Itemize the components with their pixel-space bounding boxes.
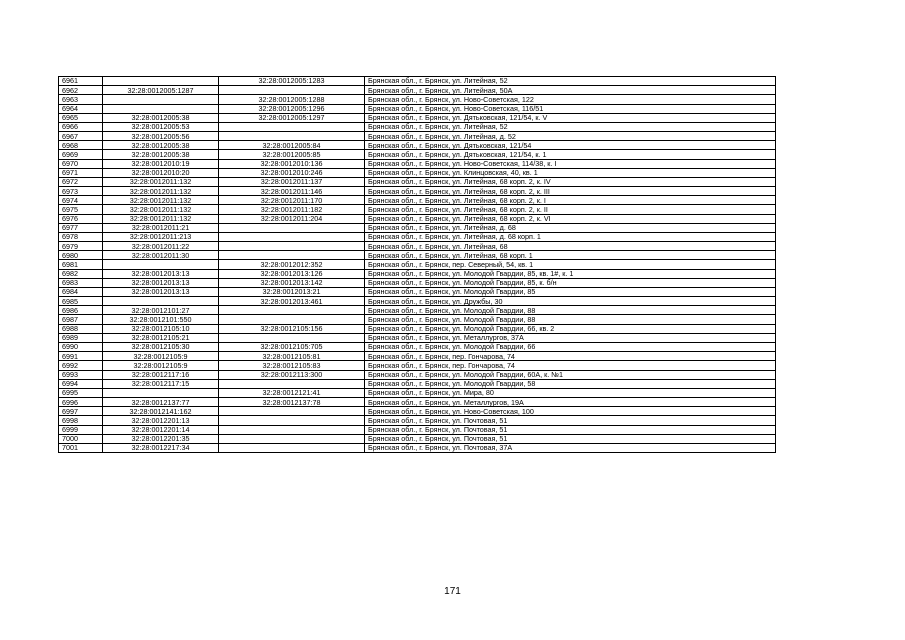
row-number-cell: 6964 <box>59 104 103 113</box>
cadastral-number-object-cell <box>219 242 365 251</box>
address-cell: Брянская обл., г. Брянск, ул. Литейная, 68 корп. 2, к. I <box>365 196 776 205</box>
table-row <box>59 242 776 251</box>
cadastral-number-cell: 32:28:0012005:56 <box>103 132 219 141</box>
table-row <box>59 223 776 232</box>
row-number-cell: 6999 <box>59 425 103 434</box>
cadastral-number-object-cell <box>219 315 365 324</box>
address-cell: Брянская обл., г. Брянск, ул. Ново-Советская, 116/51 <box>365 104 776 113</box>
cadastral-number-cell: 32:28:0012011:132 <box>103 205 219 214</box>
cadastral-number-cell: 32:28:0012005:53 <box>103 122 219 131</box>
address-cell: Брянская обл., г. Брянск, ул. Дятьковская, 121/54, к. V <box>365 113 776 122</box>
cadastral-number-cell: 32:28:0012105:9 <box>103 361 219 370</box>
cadastral-number-object-cell: 32:28:0012113:300 <box>219 370 365 379</box>
cadastral-number-object-cell <box>219 232 365 241</box>
cadastral-number-cell: 32:28:0012105:10 <box>103 324 219 333</box>
cadastral-number-object-cell: 32:28:0012011:182 <box>219 205 365 214</box>
row-number-cell: 6998 <box>59 416 103 425</box>
row-number-cell: 6978 <box>59 232 103 241</box>
table-row <box>59 315 776 324</box>
cadastral-number-object-cell: 32:28:0012105:705 <box>219 342 365 351</box>
cadastral-number-cell: 32:28:0012011:132 <box>103 214 219 223</box>
row-number-cell: 6987 <box>59 315 103 324</box>
row-number-cell: 6965 <box>59 113 103 122</box>
cadastral-number-cell: 32:28:0012117:16 <box>103 370 219 379</box>
table-row <box>59 214 776 223</box>
row-number-cell: 6992 <box>59 361 103 370</box>
table-row <box>59 361 776 370</box>
address-cell: Брянская обл., г. Брянск, ул. Литейная, д. 68 корп. 1 <box>365 232 776 241</box>
table-row <box>59 113 776 122</box>
table-row <box>59 388 776 397</box>
address-cell: Брянская обл., г. Брянск, ул. Литейная, 68 корп. 2, к. II <box>365 205 776 214</box>
cadastral-number-cell: 32:28:0012011:132 <box>103 187 219 196</box>
address-cell: Брянская обл., г. Брянск, ул. Литейная, 68 корп. 2, к. VI <box>365 214 776 223</box>
cadastral-number-object-cell: 32:28:0012121:41 <box>219 388 365 397</box>
row-number-cell: 6989 <box>59 333 103 342</box>
cadastral-number-object-cell: 32:28:0012005:85 <box>219 150 365 159</box>
cadastral-number-cell <box>103 95 219 104</box>
row-number-cell: 6994 <box>59 379 103 388</box>
cadastral-number-cell: 32:28:0012005:38 <box>103 113 219 122</box>
cadastral-table-body <box>59 77 776 453</box>
address-cell: Брянская обл., г. Брянск, пер. Гончарова, 74 <box>365 361 776 370</box>
cadastral-number-object-cell: 32:28:0012005:1297 <box>219 113 365 122</box>
cadastral-number-object-cell <box>219 434 365 443</box>
table-row <box>59 187 776 196</box>
table-row <box>59 379 776 388</box>
address-cell: Брянская обл., г. Брянск, ул. Молодой Гвардии, 58 <box>365 379 776 388</box>
cadastral-number-cell <box>103 297 219 306</box>
address-cell: Брянская обл., г. Брянск, ул. Литейная, 68 корп. 2, к. IV <box>365 177 776 186</box>
address-cell: Брянская обл., г. Брянск, ул. Молодой Гвардии, 85 <box>365 287 776 296</box>
table-row <box>59 434 776 443</box>
cadastral-number-cell: 32:28:0012011:213 <box>103 232 219 241</box>
row-number-cell: 7000 <box>59 434 103 443</box>
table-row <box>59 269 776 278</box>
cadastral-number-cell: 32:28:0012005:38 <box>103 141 219 150</box>
table-row <box>59 306 776 315</box>
table-row <box>59 278 776 287</box>
cadastral-number-cell: 32:28:0012005:38 <box>103 150 219 159</box>
address-cell: Брянская обл., г. Брянск, ул. Литейная, 52 <box>365 122 776 131</box>
cadastral-number-cell <box>103 388 219 397</box>
cadastral-number-object-cell: 32:28:0012105:83 <box>219 361 365 370</box>
cadastral-number-cell <box>103 260 219 269</box>
row-number-cell: 6986 <box>59 306 103 315</box>
row-number-cell: 6970 <box>59 159 103 168</box>
cadastral-number-object-cell: 32:28:0012005:1288 <box>219 95 365 104</box>
address-cell: Брянская обл., г. Брянск, ул. Молодой Гвардии, 88 <box>365 315 776 324</box>
row-number-cell: 6982 <box>59 269 103 278</box>
table-row <box>59 370 776 379</box>
cadastral-number-object-cell: 32:28:0012010:246 <box>219 168 365 177</box>
cadastral-number-object-cell <box>219 223 365 232</box>
cadastral-number-object-cell <box>219 333 365 342</box>
cadastral-number-cell: 32:28:0012013:13 <box>103 287 219 296</box>
cadastral-number-cell: 32:28:0012011:30 <box>103 251 219 260</box>
cadastral-number-object-cell: 32:28:0012013:461 <box>219 297 365 306</box>
row-number-cell: 6988 <box>59 324 103 333</box>
table-row <box>59 398 776 407</box>
table-row <box>59 177 776 186</box>
table-row <box>59 141 776 150</box>
address-cell: Брянская обл., г. Брянск, ул. Молодой Гвардии, 85, кв. 1#, к. 1 <box>365 269 776 278</box>
row-number-cell: 6976 <box>59 214 103 223</box>
cadastral-number-cell: 32:28:0012013:13 <box>103 269 219 278</box>
cadastral-number-object-cell: 32:28:0012105:156 <box>219 324 365 333</box>
cadastral-table <box>58 76 776 453</box>
table-row <box>59 150 776 159</box>
table-row <box>59 287 776 296</box>
table-row <box>59 407 776 416</box>
row-number-cell: 6984 <box>59 287 103 296</box>
address-cell: Брянская обл., г. Брянск, ул. Почтовая, 51 <box>365 425 776 434</box>
cadastral-number-object-cell <box>219 306 365 315</box>
cadastral-number-object-cell: 32:28:0012137:78 <box>219 398 365 407</box>
cadastral-number-object-cell: 32:28:0012011:137 <box>219 177 365 186</box>
row-number-cell: 6979 <box>59 242 103 251</box>
cadastral-number-cell: 32:28:0012137:77 <box>103 398 219 407</box>
cadastral-number-object-cell <box>219 251 365 260</box>
cadastral-number-cell <box>103 77 219 86</box>
address-cell: Брянская обл., г. Брянск, ул. Почтовая, 51 <box>365 416 776 425</box>
address-cell: Брянская обл., г. Брянск, ул. Мира, 80 <box>365 388 776 397</box>
cadastral-number-object-cell: 32:28:0012005:1283 <box>219 77 365 86</box>
address-cell: Брянская обл., г. Брянск, ул. Литейная, 52 <box>365 77 776 86</box>
table-row <box>59 416 776 425</box>
cadastral-number-cell: 32:28:0012005:1287 <box>103 86 219 95</box>
table-row <box>59 425 776 434</box>
table-row <box>59 95 776 104</box>
cadastral-number-object-cell: 32:28:0012011:146 <box>219 187 365 196</box>
address-cell: Брянская обл., г. Брянск, пер. Гончарова, 74 <box>365 352 776 361</box>
cadastral-number-cell: 32:28:0012201:35 <box>103 434 219 443</box>
row-number-cell: 6961 <box>59 77 103 86</box>
row-number-cell: 6991 <box>59 352 103 361</box>
cadastral-number-object-cell <box>219 132 365 141</box>
row-number-cell: 6996 <box>59 398 103 407</box>
row-number-cell: 6974 <box>59 196 103 205</box>
cadastral-number-object-cell: 32:28:0012010:136 <box>219 159 365 168</box>
address-cell: Брянская обл., г. Брянск, ул. Металлургов, 19А <box>365 398 776 407</box>
cadastral-number-object-cell: 32:28:0012012:352 <box>219 260 365 269</box>
address-cell: Брянская обл., г. Брянск, ул. Литейная, 68 корп. 2, к. III <box>365 187 776 196</box>
cadastral-number-object-cell: 32:28:0012005:84 <box>219 141 365 150</box>
address-cell: Брянская обл., г. Брянск, ул. Литейная, д. 68 <box>365 223 776 232</box>
row-number-cell: 6977 <box>59 223 103 232</box>
table-row <box>59 260 776 269</box>
address-cell: Брянская обл., г. Брянск, ул. Литейная, 68 корп. 1 <box>365 251 776 260</box>
table-row <box>59 333 776 342</box>
table-row <box>59 251 776 260</box>
cadastral-number-object-cell: 32:28:0012011:170 <box>219 196 365 205</box>
table-row <box>59 342 776 351</box>
cadastral-number-object-cell <box>219 407 365 416</box>
table-row <box>59 132 776 141</box>
row-number-cell: 6962 <box>59 86 103 95</box>
address-cell: Брянская обл., г. Брянск, ул. Клинцовская, 40, кв. 1 <box>365 168 776 177</box>
cadastral-number-object-cell: 32:28:0012013:126 <box>219 269 365 278</box>
address-cell: Брянская обл., г. Брянск, ул. Молодой Гвардии, 66, кв. 2 <box>365 324 776 333</box>
cadastral-number-object-cell: 32:28:0012005:1296 <box>219 104 365 113</box>
cadastral-number-object-cell: 32:28:0012011:204 <box>219 214 365 223</box>
row-number-cell: 6990 <box>59 342 103 351</box>
row-number-cell: 6966 <box>59 122 103 131</box>
cadastral-number-cell: 32:28:0012011:21 <box>103 223 219 232</box>
cadastral-number-object-cell: 32:28:0012013:142 <box>219 278 365 287</box>
cadastral-number-cell: 32:28:0012101:27 <box>103 306 219 315</box>
row-number-cell: 6981 <box>59 260 103 269</box>
row-number-cell: 6980 <box>59 251 103 260</box>
table-row <box>59 196 776 205</box>
table-row <box>59 205 776 214</box>
row-number-cell: 6971 <box>59 168 103 177</box>
table-row <box>59 159 776 168</box>
address-cell: Брянская обл., г. Брянск, ул. Ново-Советская, 122 <box>365 95 776 104</box>
address-cell: Брянская обл., г. Брянск, пер. Северный, 54, кв. 1 <box>365 260 776 269</box>
address-cell: Брянская обл., г. Брянск, ул. Молодой Гвардии, 66 <box>365 342 776 351</box>
cadastral-number-cell: 32:28:0012101:550 <box>103 315 219 324</box>
cadastral-number-object-cell <box>219 416 365 425</box>
row-number-cell: 6983 <box>59 278 103 287</box>
row-number-cell: 6973 <box>59 187 103 196</box>
row-number-cell: 6968 <box>59 141 103 150</box>
cadastral-number-cell: 32:28:0012141:162 <box>103 407 219 416</box>
cadastral-number-object-cell <box>219 379 365 388</box>
address-cell: Брянская обл., г. Брянск, ул. Ново-Советская, 100 <box>365 407 776 416</box>
row-number-cell: 6993 <box>59 370 103 379</box>
cadastral-number-cell: 32:28:0012117:15 <box>103 379 219 388</box>
address-cell: Брянская обл., г. Брянск, ул. Молодой Гвардии, 88 <box>365 306 776 315</box>
table-row <box>59 297 776 306</box>
address-cell: Брянская обл., г. Брянск, ул. Литейная, 68 <box>365 242 776 251</box>
table-row <box>59 443 776 452</box>
row-number-cell: 6997 <box>59 407 103 416</box>
row-number-cell: 6963 <box>59 95 103 104</box>
cadastral-number-object-cell <box>219 443 365 452</box>
row-number-cell: 7001 <box>59 443 103 452</box>
table-row <box>59 122 776 131</box>
table-row <box>59 104 776 113</box>
address-cell: Брянская обл., г. Брянск, ул. Дятьковская, 121/54, к. 1 <box>365 150 776 159</box>
cadastral-number-object-cell: 32:28:0012013:21 <box>219 287 365 296</box>
cadastral-number-cell: 32:28:0012011:22 <box>103 242 219 251</box>
row-number-cell: 6972 <box>59 177 103 186</box>
cadastral-number-cell: 32:28:0012010:19 <box>103 159 219 168</box>
address-cell: Брянская обл., г. Брянск, ул. Литейная, 50А <box>365 86 776 95</box>
cadastral-number-object-cell: 32:28:0012105:81 <box>219 352 365 361</box>
cadastral-number-cell: 32:28:0012105:9 <box>103 352 219 361</box>
address-cell: Брянская обл., г. Брянск, ул. Дружбы, 30 <box>365 297 776 306</box>
row-number-cell: 6985 <box>59 297 103 306</box>
address-cell: Брянская обл., г. Брянск, ул. Почтовая, 37А <box>365 443 776 452</box>
cadastral-number-cell: 32:28:0012105:30 <box>103 342 219 351</box>
address-cell: Брянская обл., г. Брянск, ул. Ново-Советская, 114/38, к. I <box>365 159 776 168</box>
address-cell: Брянская обл., г. Брянск, ул. Литейная, д. 52 <box>365 132 776 141</box>
cadastral-number-cell <box>103 104 219 113</box>
row-number-cell: 6995 <box>59 388 103 397</box>
table-row <box>59 232 776 241</box>
cadastral-number-object-cell <box>219 425 365 434</box>
cadastral-number-object-cell <box>219 122 365 131</box>
table-row <box>59 324 776 333</box>
page-number: 171 <box>444 586 461 597</box>
cadastral-number-cell: 32:28:0012011:132 <box>103 177 219 186</box>
table-row <box>59 352 776 361</box>
address-cell: Брянская обл., г. Брянск, ул. Молодой Гвардии, 60А, к. №1 <box>365 370 776 379</box>
cadastral-number-cell: 32:28:0012217:34 <box>103 443 219 452</box>
cadastral-number-cell: 32:28:0012013:13 <box>103 278 219 287</box>
cadastral-number-cell: 32:28:0012201:14 <box>103 425 219 434</box>
cadastral-number-cell: 32:28:0012201:13 <box>103 416 219 425</box>
cadastral-number-cell: 32:28:0012105:21 <box>103 333 219 342</box>
address-cell: Брянская обл., г. Брянск, ул. Дятьковская, 121/54 <box>365 141 776 150</box>
row-number-cell: 6967 <box>59 132 103 141</box>
address-cell: Брянская обл., г. Брянск, ул. Почтовая, 51 <box>365 434 776 443</box>
table-row <box>59 77 776 86</box>
cadastral-number-cell: 32:28:0012011:132 <box>103 196 219 205</box>
row-number-cell: 6975 <box>59 205 103 214</box>
address-cell: Брянская обл., г. Брянск, ул. Молодой Гвардии, 85, к. б/н <box>365 278 776 287</box>
table-row <box>59 86 776 95</box>
cadastral-number-cell: 32:28:0012010:20 <box>103 168 219 177</box>
address-cell: Брянская обл., г. Брянск, ул. Металлургов, 37А <box>365 333 776 342</box>
row-number-cell: 6969 <box>59 150 103 159</box>
cadastral-number-object-cell <box>219 86 365 95</box>
table-row <box>59 168 776 177</box>
